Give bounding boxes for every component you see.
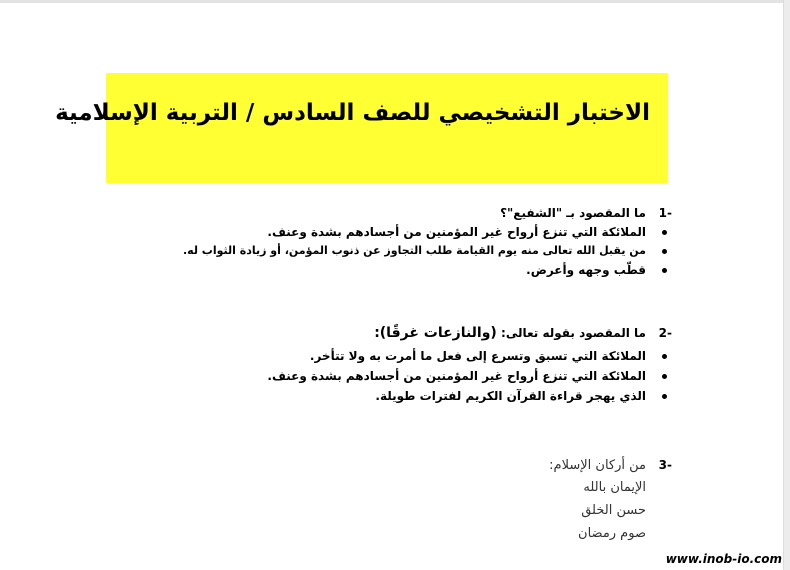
question-1-option-3[interactable]: قطّب وجهه وأعرض.	[183, 260, 672, 280]
question-3-option-2[interactable]: حسن الخلق	[581, 503, 646, 518]
question-1	[183, 205, 672, 280]
question-3-header	[549, 456, 672, 474]
question-1-number: -1	[658, 206, 672, 220]
question-2-option-3[interactable]: الذي يهجر قراءة القرآن الكريم لفترات طويلة.	[267, 386, 672, 406]
site-watermark: www.inob-io.com	[665, 552, 782, 566]
question-1-header	[183, 205, 672, 222]
question-2	[267, 325, 672, 406]
question-1-options	[183, 222, 672, 280]
page-title: الاختبار التشخيصي للصف السادس / التربية الإسلامية	[55, 100, 650, 126]
question-2-quote: (والنازعات غرقًا):	[374, 325, 497, 341]
title-banner	[55, 73, 668, 183]
question-2-option-2[interactable]: الملائكة التي تنزع أرواح غير المؤمنين من أجسادهم بشدة وعنف.	[267, 366, 672, 386]
question-3	[549, 456, 672, 545]
question-2-prompt: ما المقصود بقوله تعالى:	[501, 326, 646, 340]
question-3-prompt: من أركان الإسلام:	[549, 458, 646, 473]
question-3-options	[549, 476, 672, 545]
question-3-option-1[interactable]: الإيمان بالله	[583, 480, 646, 495]
question-3-number: -3	[658, 458, 672, 472]
question-2-header	[267, 325, 672, 342]
scrollbar[interactable]	[783, 0, 790, 570]
question-1-option-2[interactable]: من يقبل الله تعالى منه يوم القيامة طلب التجاوز عن ذنوب المؤمن، أو زيادة الثواب له.	[183, 242, 672, 260]
question-2-option-1[interactable]: الملائكة التي تسبق وتسرع إلى فعل ما أمرت به ولا تتأخر.	[267, 346, 672, 366]
top-edge	[0, 0, 790, 3]
question-2-options	[267, 346, 672, 406]
question-3-option-3[interactable]: صوم رمضان	[578, 526, 646, 541]
question-2-number: -2	[658, 326, 672, 340]
question-1-option-1[interactable]: الملائكة التي تنزع أرواح غير المؤمنين من أجسادهم بشدة وعنف.	[183, 222, 672, 242]
question-1-prompt: ما المقصود بـ "الشفيع"؟	[500, 206, 646, 220]
